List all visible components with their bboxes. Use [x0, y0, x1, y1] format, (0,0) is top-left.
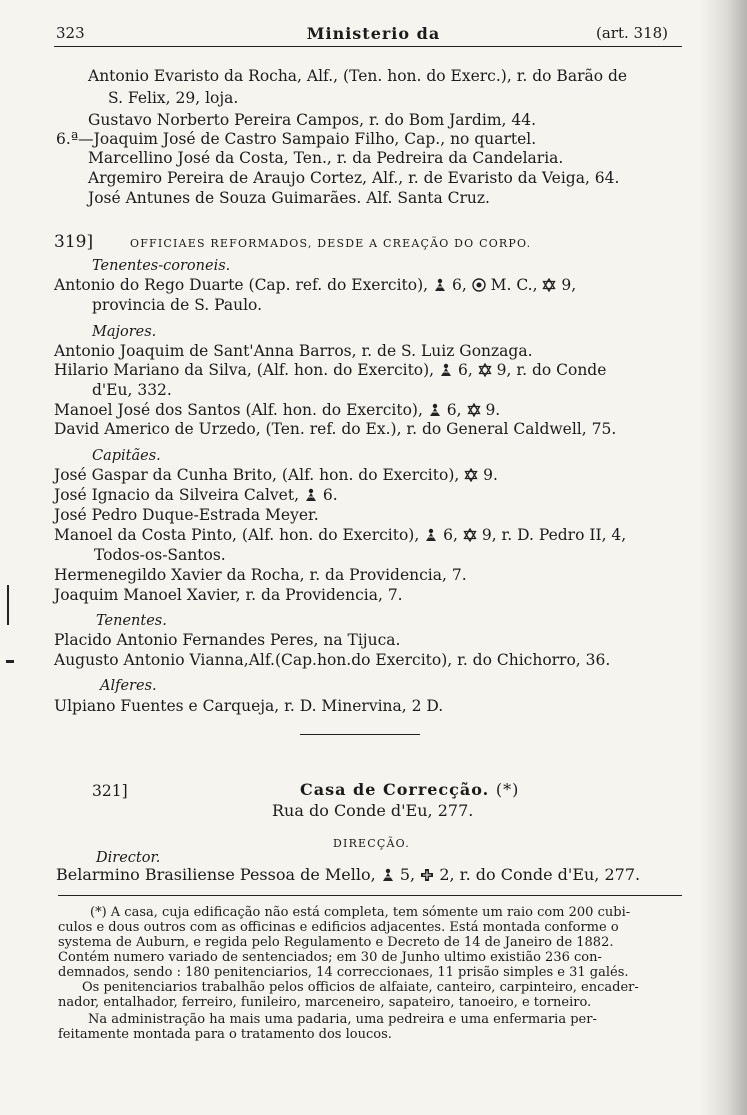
- entry-line: [54, 485, 338, 505]
- entry-line: Joaquim Manoel Xavier, r. da Providencia, 7.: [54, 586, 403, 604]
- entry-line: Antonio Joaquim de Sant'Anna Barros, r. de S. Luiz Gonzaga.: [54, 342, 533, 360]
- section-heading: OFFICIAES REFORMADOS, DESDE A CREAÇÃO DO CORPO.: [130, 237, 532, 250]
- scan-mark: [7, 585, 9, 625]
- entry-text: 2, r. do Conde d'Eu, 277.: [439, 865, 641, 884]
- rank-heading: Tenentes.: [96, 613, 167, 629]
- entry-line: Hermenegildo Xavier da Rocha, r. da Providencia, 7.: [54, 566, 467, 584]
- star-decoration-icon: [467, 403, 481, 417]
- footnote-line: nador, entalhador, ferreiro, funileiro, marceneiro, sapateiro, tanoeiro, e torneiro.: [58, 995, 592, 1010]
- article-reference: (art. 318): [596, 24, 669, 42]
- institution-title: [300, 780, 519, 800]
- entry-text: 9.: [485, 401, 501, 419]
- star-decoration-icon: [463, 528, 477, 542]
- footnote-rule: [58, 895, 682, 896]
- footnote-line: (*) A casa, cuja edificação não está completa, tem sómente um raio com 200 cubi-: [90, 905, 631, 920]
- footnote-line: Contém numero variado de sentenciados; em 30 de Junho ultimo existião 236 con-: [58, 950, 602, 965]
- section-number: 321]: [92, 782, 128, 800]
- entry-line: [56, 865, 640, 885]
- entry-line: d'Eu, 332.: [92, 381, 172, 399]
- header-rule: [54, 46, 682, 47]
- rose-decoration-icon: [428, 403, 442, 417]
- entry-line: [54, 360, 606, 380]
- entry-line: Marcellino José da Costa, Ten., r. da Pedreira da Candelaria.: [88, 149, 564, 167]
- entry-line: José Antunes de Souza Guimarães. Alf. Santa Cruz.: [88, 189, 490, 207]
- entry-line: 6.ª—Joaquim José de Castro Sampaio Filho, Cap., no quartel.: [56, 130, 537, 148]
- footnote-reference: (*): [495, 780, 520, 799]
- rank-heading: Director.: [96, 850, 161, 866]
- star-decoration-icon: [464, 468, 478, 482]
- entry-text: Manoel José dos Santos (Alf. hon. do Exercito),: [54, 401, 423, 419]
- entry-line: S. Felix, 29, loja.: [108, 89, 239, 107]
- entry-text: 6,: [443, 526, 458, 544]
- rank-heading: Alferes.: [100, 678, 157, 694]
- entry-text: Antonio do Rego Duarte (Cap. ref. do Exercito),: [54, 276, 429, 294]
- entry-text: M. C.,: [490, 276, 538, 294]
- entry-line: Gustavo Norberto Pereira Campos, r. do Bom Jardim, 44.: [88, 111, 537, 129]
- subsection-heading: DIRECÇÃO.: [333, 837, 410, 850]
- entry-text: 6.: [322, 486, 338, 504]
- cross-decoration-icon: [420, 868, 434, 882]
- entry-line: [54, 465, 498, 485]
- rose-decoration-icon: [381, 868, 395, 882]
- entry-text: José Ignacio da Silveira Calvet,: [54, 486, 299, 504]
- entry-line: José Pedro Duque-Estrada Meyer.: [54, 506, 319, 524]
- rose-decoration-icon: [304, 488, 318, 502]
- entry-line: [54, 525, 626, 545]
- scan-mark: [6, 660, 14, 663]
- entry-text: 5,: [399, 865, 416, 884]
- rose-decoration-icon: [424, 528, 438, 542]
- entry-line: Ulpiano Fuentes e Carqueja, r. D. Minervina, 2 D.: [54, 697, 444, 715]
- page-edge-shadow: [699, 0, 747, 1115]
- ring-decoration-icon: [472, 278, 486, 292]
- entry-text: 9, r. D. Pedro II, 4,: [481, 526, 627, 544]
- entry-line: [54, 275, 576, 295]
- institution-address: Rua do Conde d'Eu, 277.: [272, 801, 474, 820]
- running-title: Ministerio da: [306, 24, 441, 43]
- entry-text: 6,: [451, 276, 467, 294]
- entry-text: 6,: [458, 361, 473, 379]
- rose-decoration-icon: [433, 278, 447, 292]
- entry-text: 9, r. do Conde: [496, 361, 607, 379]
- star-decoration-icon: [542, 278, 556, 292]
- entry-line: Todos-os-Santos.: [94, 546, 226, 564]
- entry-text: 9,: [561, 276, 577, 294]
- footnote-line: feitamente montada para o tratamento dos loucos.: [58, 1027, 392, 1042]
- rose-decoration-icon: [439, 363, 453, 377]
- footnote-line: Os penitenciarios trabalhão pelos officios de alfaiate, canteiro, carpinteiro, encader-: [82, 980, 639, 995]
- rank-heading: Capitães.: [92, 448, 161, 464]
- entry-line: Placido Antonio Fernandes Peres, na Tijuca.: [54, 631, 401, 649]
- entry-text: Manoel da Costa Pinto, (Alf. hon. do Exercito),: [54, 526, 420, 544]
- entry-text: José Gaspar da Cunha Brito, (Alf. hon. do Exercito),: [54, 466, 460, 484]
- footnote-line: culos e dous outros com as officinas e edificios adjacentes. Está montada conforme o: [58, 920, 619, 935]
- entry-line: provincia de S. Paulo.: [92, 296, 263, 314]
- entry-line: Augusto Antonio Vianna,Alf.(Cap.hon.do Exercito), r. do Chichorro, 36.: [54, 651, 611, 669]
- entry-text: 6,: [446, 401, 462, 419]
- entry-text: Hilario Mariano da Silva, (Alf. hon. do Exercito),: [54, 361, 435, 379]
- footnote-line: demnados, sendo : 180 penitenciarios, 14 correccionaes, 11 prisão simples e 31 galés.: [58, 965, 629, 980]
- entry-line: [54, 400, 500, 420]
- footnote-line: systema de Auburn, e regida pelo Regulamento e Decreto de 14 de Janeiro de 1882.: [58, 935, 614, 950]
- star-decoration-icon: [478, 363, 492, 377]
- footnote-line: Na administração ha mais uma padaria, uma pedreira e uma enfermaria per-: [88, 1012, 597, 1027]
- institution-name: Casa de Correcção.: [300, 780, 490, 799]
- rank-heading: Majores.: [92, 324, 157, 340]
- entry-line: Antonio Evaristo da Rocha, Alf., (Ten. hon. do Exerc.), r. do Barão de: [88, 67, 628, 85]
- page-number: 323: [56, 24, 85, 42]
- section-number: 319]: [54, 232, 94, 252]
- section-divider: [300, 734, 420, 735]
- entry-line: Argemiro Pereira de Araujo Cortez, Alf., r. de Evaristo da Veiga, 64.: [88, 169, 620, 187]
- entry-text: 9.: [483, 466, 498, 484]
- entry-line: David Americo de Urzedo, (Ten. ref. do Ex.), r. do General Caldwell, 75.: [54, 420, 617, 438]
- rank-heading: Tenentes-coroneis.: [92, 258, 231, 274]
- entry-text: Belarmino Brasiliense Pessoa de Mello,: [56, 865, 376, 884]
